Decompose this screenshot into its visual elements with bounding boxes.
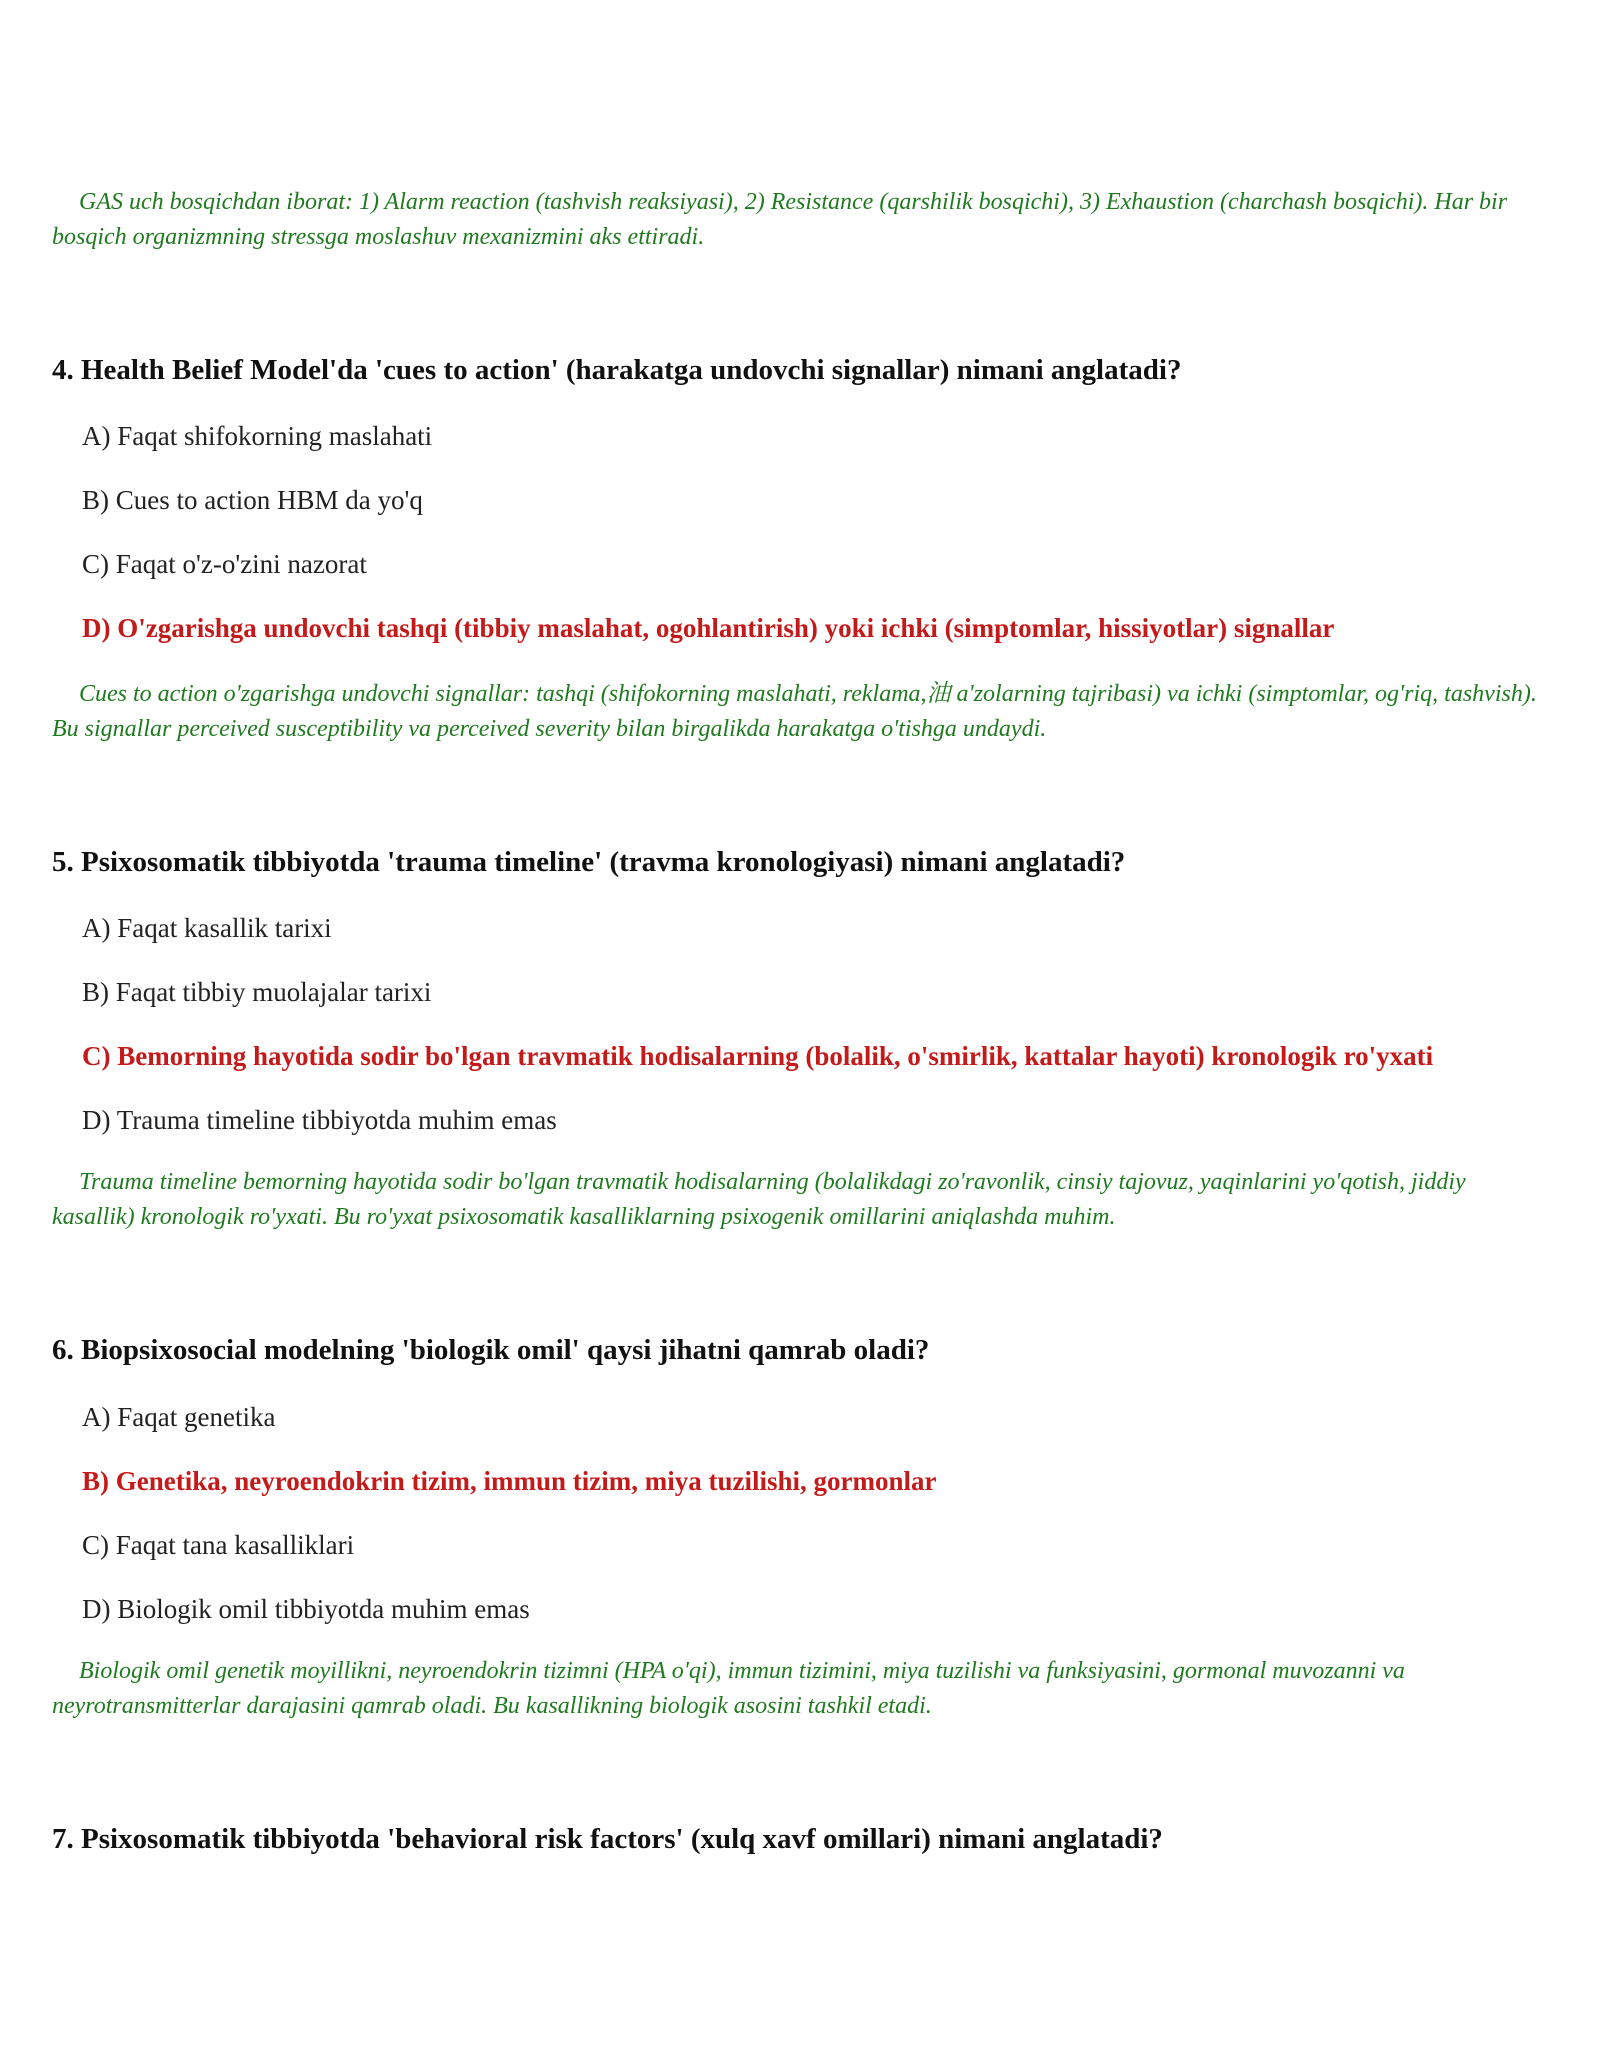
question-4-option-a: A) Faqat shifokorning maslahati [82, 421, 433, 451]
question-5-option-c-correct: C) Bemorning hayotida sodir bo'lgan travmatik hodisalarning (bolalik, o'smirlik, kattalar hayoti) kronologik ro'yxati [82, 1041, 1434, 1071]
question-6-option-a: A) Faqat genetika [82, 1402, 276, 1432]
question-7-title: 7. Psixosomatik tibbiyotda 'behavioral risk factors' (xulq xavf omillari) nimani anglatadi? [52, 1823, 1163, 1855]
question-4-explanation: Cues to action o'zgarishga undovchi signallar: tashqi (shifokorning maslahati, reklama,油 a'zolarning tajribasi) va ichki (simptomlar, og'riq, tashvish). Bu signallar perceived susceptibility va perceived severity bilan birgalikda harakatga o'tishga undaydi. [52, 681, 1537, 742]
question-6-option-c: C) Faqat tana kasalliklari [82, 1530, 355, 1560]
question-4-option-c: C) Faqat o'z-o'zini nazorat [82, 549, 367, 579]
question-6-explanation: Biologik omil genetik moyillikni, neyroendokrin tizimni (HPA o'qi), immun tizimini, miya tuzilishi va funksiyasini, gormonal muvozanni va neyrotransmitterlar darajasini qamrab oladi. Bu kasallikning biologik asosini tashkil etadi. [52, 1658, 1405, 1719]
question-5-title: 5. Psixosomatik tibbiyotda 'trauma timeline' (travma kronologiyasi) nimani anglatadi? [52, 846, 1126, 878]
question-5-explanation: Trauma timeline bemorning hayotida sodir bo'lgan travmatik hodisalarning (bolalikdagi zo'ravonlik, cinsiy tajovuz, yaqinlarini yo'qotish, jiddiy kasallik) kronologik ro'yxati. Bu ro'yxat psixosomatik kasalliklarning psixogenik omillarini aniqlashda muhim. [52, 1169, 1466, 1230]
question-4-option-b: B) Cues to action HBM da yo'q [82, 485, 423, 515]
question-6-option-b-correct: B) Genetika, neyroendokrin tizim, immun tizim, miya tuzilishi, gormonlar [82, 1466, 937, 1496]
question-5-option-a: A) Faqat kasallik tarixi [82, 913, 332, 943]
question-4-title: 4. Health Belief Model'da 'cues to action' (harakatga undovchi signallar) nimani anglatadi? [52, 354, 1182, 386]
question-4-option-d-correct: D) O'zgarishga undovchi tashqi (tibbiy maslahat, ogohlantirish) yoki ichki (simptomlar, hissiyotlar) signallar [82, 613, 1335, 643]
question-5-option-b: B) Faqat tibbiy muolajalar tarixi [82, 977, 432, 1007]
question-6-option-d: D) Biologik omil tibbiyotda muhim emas [82, 1594, 530, 1624]
question-5-option-d: D) Trauma timeline tibbiyotda muhim emas [82, 1105, 557, 1135]
question-6-title: 6. Biopsixosocial modelning 'biologik omil' qaysi jihatni qamrab oladi? [52, 1334, 930, 1366]
gas-explanation: GAS uch bosqichdan iborat: 1) Alarm reaction (tashvish reaksiyasi), 2) Resistance (qarshilik bosqichi), 3) Exhaustion (charchash bosqichi). Har bir bosqich organizmning stressga moslashuv mexanizmini aks ettiradi. [52, 189, 1508, 250]
